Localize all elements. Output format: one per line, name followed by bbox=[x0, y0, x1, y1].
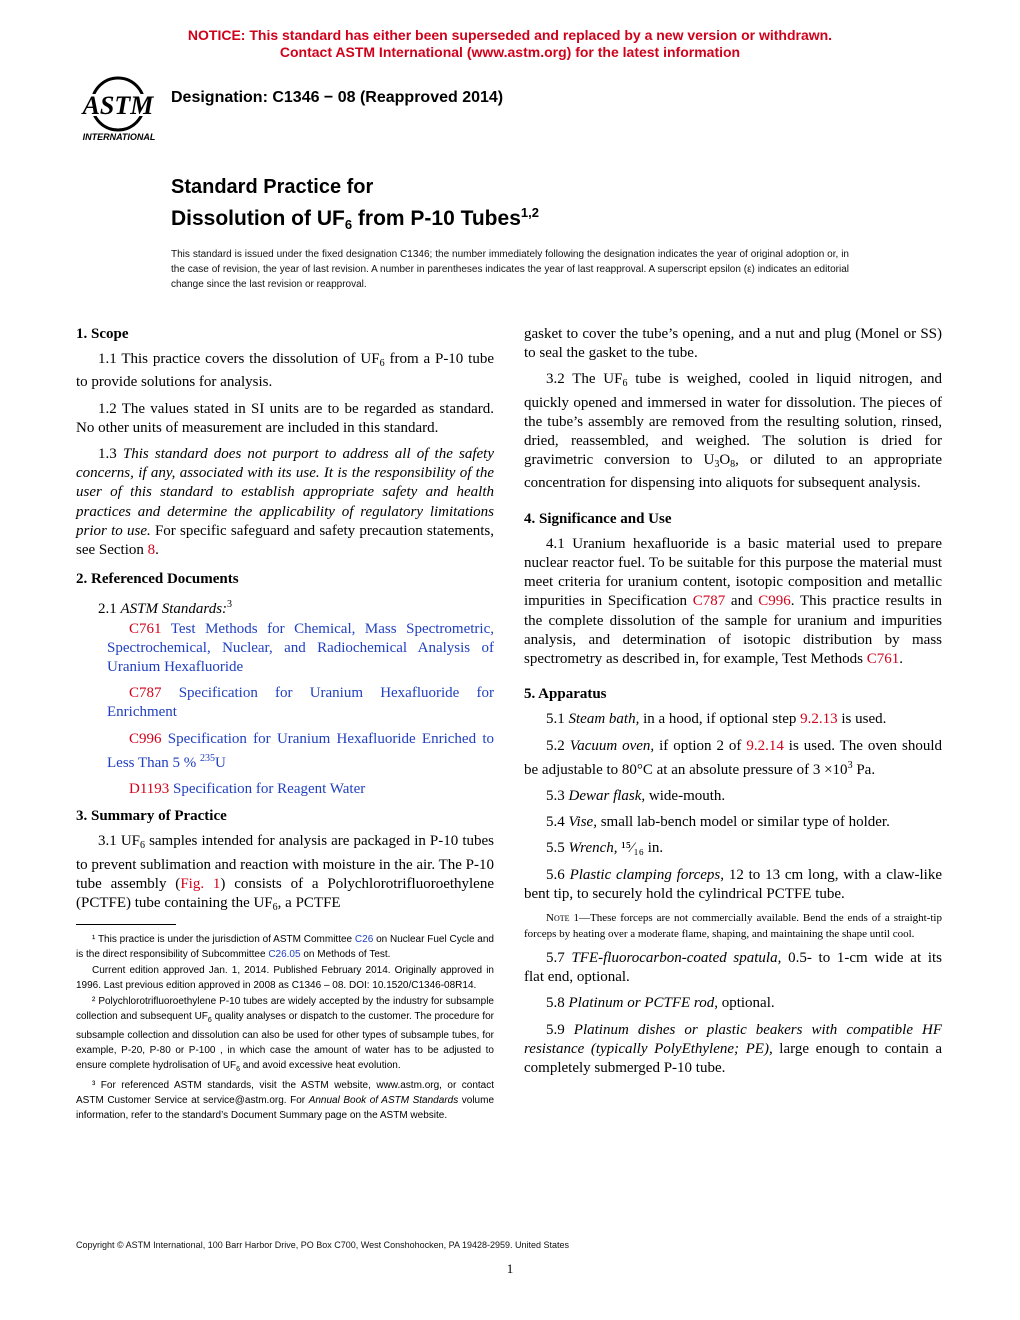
referenced-documents-list bbox=[76, 620, 494, 800]
c787-link[interactable]: C787 bbox=[692, 593, 726, 610]
footnote-2: ² Polychlorotrifluoroethylene P-10 tubes are widely accepted by the industry for subsample collection and subsequent $UF_6$ quality analyses or dispatch to the customer. The procedure for subsample collection and dissolution can also be used for other types of subsample tubes, for example, P-20, P-80 or P-100 , in which case the amount of water has to be adjusted to ensure complete hydrolisation of $UF_6$ and avoid excessive heat evolution. bbox=[76, 996, 495, 1073]
paragraph-1-2: 1.2 The values stated in SI units are to be regarded as standard. No other units of measurement are included in this standard. bbox=[76, 400, 494, 436]
reference-item[interactable]: C787 Specification for Uranium Hexafluoride for Enrichment bbox=[107, 685, 494, 721]
paragraph-5-4: 5.4 Vise, small lab-bench model or similar type of holder. bbox=[546, 814, 890, 831]
notice-line-2: Contact ASTM International (www.astm.org) for the latest information bbox=[279, 44, 741, 60]
paragraph-2-1: 2.1 ASTM Standards:$^3$ bbox=[98, 599, 233, 618]
copyright-line: Copyright © ASTM International, 100 Barr Harbor Drive, PO Box C700, West Conshohocken, PA 19428-2959. United States bbox=[76, 1240, 570, 1250]
paragraph-5-2: 5.2 Vacuum oven, if option 2 of 9.2.14 is used. The oven should be adjustable to 80°C at an absolute pressure of $3 \times 10^3$ Pa. bbox=[524, 737, 942, 778]
note-1: Note 1—These forceps are not commercially available. Bend the ends of a straight-tip forceps by heating over a moderate flame, shaping, and maintaining the shape until cool. bbox=[524, 912, 942, 940]
footnote-3: ³ For referenced ASTM standards, visit the ASTM website, www.astm.org, or contact ASTM Customer Service at service@astm.org. For Annual Book of ASTM Standards volume information, refer to the standard’s Document Summary page on the ASTM website. bbox=[76, 1080, 495, 1121]
section-heading-scope: 1. Scope bbox=[76, 326, 129, 342]
paragraph-1-3: 1.3 This standard does not purport to address all of the safety concerns, if any, associated with its use. It is the responsibility of the user of this standard to establish appropriate safety and health practices and determine the applicability of regulatory limitations prior to use. For specific safeguard and safety precaution statements, see Section 8. bbox=[76, 446, 495, 559]
standard-intro-text: This standard is issued under the fixed designation C1346; the number immediately following the designation indicates the year of original adoption or, in the case of revision, the year of last revision. A number in parentheses indicates the year of last reapproval. A superscript epsilon (ε) indicates an editorial change since the last revision or reapproval. bbox=[171, 249, 849, 290]
paragraph-5-7: 5.7 TFE-fluorocarbon-coated spatula, 0.5- to 1-cm wide at its flat end, optional. bbox=[524, 950, 943, 986]
paragraph-5-9: 5.9 Platinum dishes or plastic beakers with compatible HF resistance (typically PolyEthylene; PE), large enough to contain a completely submerged P-10 tube. bbox=[524, 1021, 943, 1077]
paragraph-5-8: 5.8 Platinum or PCTFE rod, optional. bbox=[546, 995, 775, 1012]
document-title bbox=[171, 175, 539, 237]
footnote-divider bbox=[76, 924, 176, 925]
left-column bbox=[76, 325, 495, 914]
c761-link[interactable]: C761 bbox=[866, 651, 900, 668]
title-line-1: Standard Practice for bbox=[171, 176, 374, 198]
reference-item[interactable]: C761 Test Methods for Chemical, Mass Spectrometric, Spectrochemical, Nuclear, and Radiochemical Analysis of Uranium Hexafluoride bbox=[107, 620, 494, 676]
footnote-1: ¹ This practice is under the jurisdiction of ASTM Committee C26 on Nuclear Fuel Cycle and is the direct responsibility of Subcommittee C26.05 on Methods of Test. bbox=[76, 934, 494, 960]
committee-c26-link[interactable]: C26 bbox=[354, 934, 374, 945]
section-8-link[interactable]: 8 bbox=[147, 542, 156, 559]
paragraph-5-5: 5.5 Wrench, ¹⁵⁄₁₆ in. bbox=[546, 840, 664, 857]
section-heading-significance: 4. Significance and Use bbox=[524, 510, 672, 527]
astm-logo bbox=[76, 74, 162, 144]
notice-line-1: NOTICE: This standard has either been superseded and replaced by a new version or withdrawn. bbox=[187, 27, 833, 43]
title-line-2: Dissolution of $UF_6$ from P-10 Tubes$^{1,2}$ bbox=[171, 205, 539, 232]
section-heading-apparatus: 5. Apparatus bbox=[524, 686, 607, 703]
footnotes bbox=[76, 932, 494, 1124]
paragraph-5-6: 5.6 Plastic clamping forceps, 12 to 13 cm long, with a claw-like bent tip, to securely hold the cylindrical PCTFE tube. bbox=[524, 866, 942, 902]
notice-banner bbox=[0, 27, 1020, 61]
step-9-2-13-link[interactable]: 9.2.13 bbox=[800, 711, 838, 728]
reference-item[interactable]: D1193 Specification for Reagent Water bbox=[129, 781, 366, 798]
paragraph-4-1: 4.1 Uranium hexafluoride is a basic material used to prepare nuclear reactor fuel. To be suitable for this purpose the material must meet criteria for uranium content, isotopic composition and metallic impurities in Specification C787 and C996. This practice results in the complete dissolution of the sample for uranium and impurities analysis, and determination of isotopic distribution by mass spectrometry as described in, for example, Test Methods C761. bbox=[524, 535, 942, 668]
logo-mark: ASTM bbox=[82, 91, 154, 120]
astm-logo-icon bbox=[76, 74, 162, 144]
footnote-1-edition: Current edition approved Jan. 1, 2014. Published February 2014. Originally approved in 1996. Last previous edition approved in 2008 as C1346 – 08. DOI: 10.1520/C1346-08R14. bbox=[76, 965, 494, 991]
section-heading-referenced-documents: 2. Referenced Documents bbox=[76, 571, 239, 588]
step-9-2-14-link[interactable]: 9.2.14 bbox=[746, 737, 784, 754]
footnote-marker[interactable]: 1,2 bbox=[520, 205, 539, 220]
section-heading-summary: 3. Summary of Practice bbox=[76, 808, 227, 825]
subcommittee-link[interactable]: C26.05 bbox=[268, 949, 301, 960]
figure-1-link[interactable]: Fig. 1 bbox=[180, 875, 221, 892]
right-column bbox=[524, 325, 942, 1085]
c996-link[interactable]: C996 bbox=[758, 593, 791, 610]
paragraph-3-1-part-1: 3.1 $UF_6$ samples intended for analysis are packaged in P-10 tubes to prevent sublimation and reaction with moisture in the air. The P-10 tube assembly (Fig. 1) consists of a Polychlorotrifluoroethylene (PCTFE) tube containing the $UF_6$, a PCTFE bbox=[76, 833, 494, 914]
reference-item[interactable]: C996 Specification for Uranium Hexafluoride Enriched to Less Than 5 % $^{235}$U bbox=[107, 730, 494, 771]
paragraph-5-3: 5.3 Dewar flask, wide-mouth. bbox=[546, 788, 726, 805]
paragraph-3-1-part-2: gasket to cover the tube’s opening, and a nut and plug (Monel or SS) to seal the gasket to the tube. bbox=[524, 326, 942, 362]
paragraph-3-2: 3.2 The $UF_6$ tube is weighed, cooled in liquid nitrogen, and quickly opened and immersed in water for dissolution. The pieces of the tube’s assembly are removed from the resulting solution, rinsed, dried, reassembled, and weighed. The solution is dried for gravimetric conversion to $U_3O_8$, or diluted to an appropriate concentration for dispensing into aliquots for subsequent analysis. bbox=[524, 371, 942, 492]
paragraph-5-1: 5.1 Steam bath, in a hood, if optional step 9.2.13 is used. bbox=[546, 711, 887, 728]
designation: Designation: C1346 − 08 (Reapproved 2014) bbox=[171, 89, 504, 106]
page-number: 1 bbox=[506, 1261, 514, 1276]
logo-subtitle: INTERNATIONAL bbox=[82, 132, 156, 142]
paragraph-1-1: 1.1 This practice covers the dissolution of $UF_6$ from a P-10 tube to provide solutions for analysis. bbox=[76, 351, 494, 391]
